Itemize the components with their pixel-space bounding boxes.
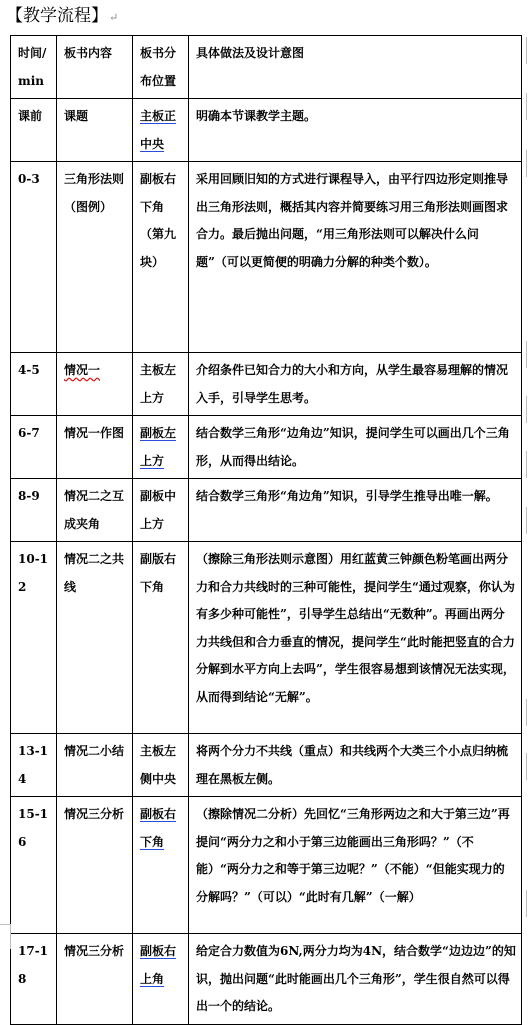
row-end-marker [526, 37, 531, 64]
table-row [11, 542, 522, 734]
cell-content: 情况一作图 [57, 416, 133, 479]
teaching-flow-table [10, 35, 522, 1025]
cell-position: 副板右下角（第九块） [133, 162, 189, 353]
cell-content: 三角形法则（图例） [57, 162, 133, 353]
table-row [11, 99, 522, 162]
cell-position: 主板正中央 [133, 99, 189, 162]
cell-position: 主板左上方 [133, 353, 189, 416]
cell-time: 6-7 [11, 416, 57, 479]
cell-position: 副版右下角 [133, 542, 189, 734]
header-desc: 具体做法及设计意图 [189, 36, 522, 99]
cell-position: 主板左侧中央 [133, 734, 189, 797]
table-row [11, 416, 522, 479]
cell-time: 17-18 [11, 934, 57, 1025]
row-end-marker [526, 150, 531, 177]
row-end-marker [526, 451, 531, 478]
cell-desc: 介绍条件已知合力的大小和方向，从学生最容易理解的情况入手，引导学生思考。 [189, 353, 522, 416]
cell-position: 副板右上角 [133, 934, 189, 1025]
cell-time: 8-9 [11, 479, 57, 542]
cell-desc: 结合数学三角形“边角边”知识，提问学生可以画出几个三角形，从而得出结论。 [189, 416, 522, 479]
cell-content: 情况三分析 [57, 934, 133, 1025]
row-end-marker [526, 890, 531, 917]
cell-desc: 结合数学三角形“角边角”知识，引导学生推导出唯一解。 [189, 479, 522, 542]
cell-desc: （擦除三角形法则示意图）用红蓝黄三钟颜色粉笔画出两分力和合力共线时的三种可能性，提问学生“通过观察，你认为有多少种可能性”，引导学生总结出“无数种”。再画出两分力共线但和合力垂直的情况，提问学生“此时能把竖直的合力分解到水平方向上去吗”，学生很容易想到该情况无法实现，从而得到结论“无解”。 [189, 542, 522, 734]
table-row [11, 734, 522, 797]
cell-content: 课题 [57, 99, 133, 162]
row-end-marker [526, 396, 531, 423]
section-title: 【教学流程】↵ [6, 6, 119, 26]
cell-time: 10-12 [11, 542, 57, 734]
cell-position: 副板中上方 [133, 479, 189, 542]
cell-content: 情况二小结 [57, 734, 133, 797]
row-end-marker [526, 753, 531, 780]
cell-time: 0-3 [11, 162, 57, 353]
cell-desc: 采用回顾旧知的方式进行课程导入，由平行四边形定则推导出三角形法则，概括其内容并简要练习用三角形法则画图求合力。最后抛出问题，“用三角形法则可以解决什么问题”（可以更简便的明确力分解的种类个数）。 [189, 162, 522, 353]
row-end-marker [526, 507, 531, 534]
cell-desc: 将两个分力不共线（重点）和共线两个大类三个小点归纳梳理在黑板左侧。 [189, 734, 522, 797]
cell-desc: 明确本节课教学主题。 [189, 99, 522, 162]
cell-time: 4-5 [11, 353, 57, 416]
page-corner-mark [0, 924, 11, 949]
cell-time: 课前 [11, 99, 57, 162]
header-content: 板书内容 [57, 36, 133, 99]
table-row [11, 162, 522, 353]
cell-content: 情况二之共线 [57, 542, 133, 734]
cell-time: 15-16 [11, 797, 57, 934]
cell-content: 情况三分析 [57, 797, 133, 934]
table-row [11, 353, 522, 416]
header-time: 时间/min [11, 36, 57, 99]
header-position: 板书分布位置 [133, 36, 189, 99]
cell-time: 13-14 [11, 734, 57, 797]
table-header-row [11, 36, 522, 99]
cell-desc: 给定合力数值为6N,两分力均为4N，结合数学“边边边”的知识，抛出问题“此时能画出几个三角形”，学生很自然可以得出一个的结论。 [189, 934, 522, 1025]
table-row [11, 934, 522, 1025]
table-row [11, 797, 522, 934]
cell-content: 情况一 [57, 353, 133, 416]
row-end-marker [526, 93, 531, 120]
cell-desc: （擦除情况二分析）先回忆“三角形两边之和大于第三边”再提问“两分力之和小于第三边能画出三角形吗？”（不能）“两分力之和等于第三边呢？”（不能）“但能实现力的分解吗？”（可以）“此时有几解”（一解） [189, 797, 522, 934]
cell-position: 副板左上方 [133, 416, 189, 479]
cell-position: 副板右下角 [133, 797, 189, 934]
paragraph-mark: ↵ [109, 11, 119, 24]
table-row [11, 479, 522, 542]
row-end-marker [526, 699, 531, 726]
cell-content: 情况二之互成夹角 [57, 479, 133, 542]
row-end-marker [526, 341, 531, 368]
